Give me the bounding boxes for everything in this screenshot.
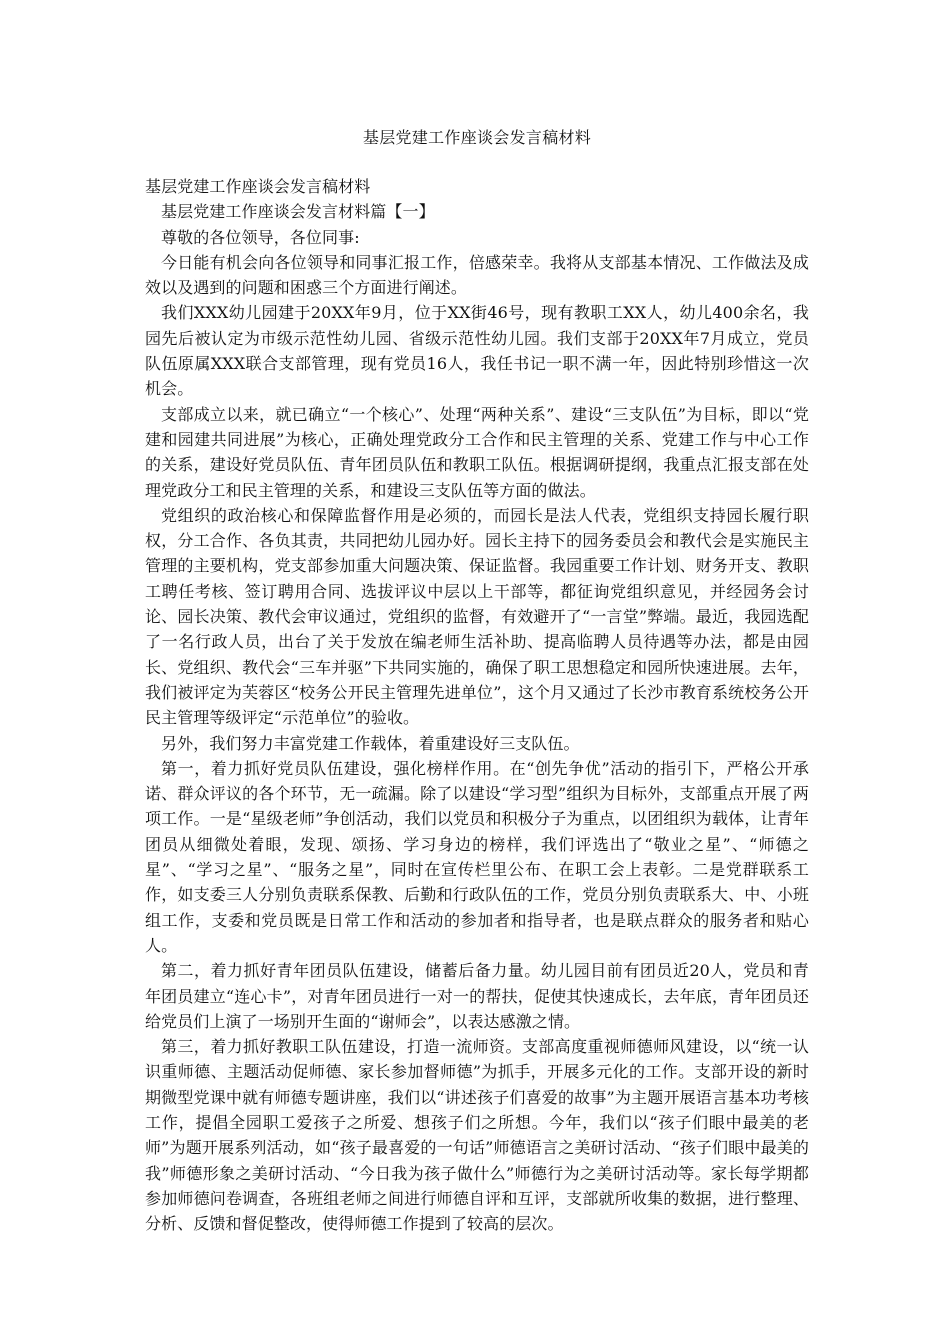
salutation: 尊敬的各位领导，各位同事: [161,227,360,247]
paragraph: 第一，着力抓好党员队伍建设，强化榜样作用。在“创先争优”活动的指引下，严格公开承诺、群众评议的各个环节，无一疏漏。除了以建设“学习型”组织为目标外，支部重点开展了两项工作。一是“星级老师”争创活动，我们以党员和积极分子为重点，以团组织为载体，让青年团员从细微处着眼，发现、颂扬、学习身边的榜样，我们评选出了“敬业之星”、“师德之星”、“学习之星”、“服务之星”，同时在宣传栏里公布、在职工会上表彰。二是党群联系工作，如支委三人分别负责联系保教、后勤和行政队伍的工作，党员分别负责联系大、中、小班组工作，支委和党员既是日常工作和活动的参加者和指导者，也是联点群众的服务者和贴心人。 [145,758,809,955]
document-title: 基层党建工作座谈会发言稿材料 [362,128,592,147]
section-heading: 基层党建工作座谈会发言材料篇【一】 [161,202,435,222]
paragraph: 党组织的政治核心和保障监督作用是必须的，而园长是法人代表，党组织支持园长履行职权，分工合作、各负其责，共同把幼儿园办好。园长主持下的园务委员会和教代会是实施民主管理的主要机构，党支部参加重大问题决策、保证监督。我园重要工作计划、财务开支、教职工聘任考核、签订聘用合同、选拔评议中层以上干部等，都征询党组织意见，并经园务会讨论、园长决策、教代会审议通过，党组织的监督，有效避开了“一言堂”弊端。最近，我园选配了一名行政人员，出台了关于发放在编老师生活补助、提高临聘人员待遇等办法，都是由园长、党组织、教代会“三车并驱”下共同实施的，确保了职工思想稳定和园所快速进展。去年，我们被评定为芙蓉区“校务公开民主管理先进单位”，这个月又通过了长沙市教育系统校务公开民主管理等级评定“示范单位”的验收。 [145,505,809,728]
paragraph: 我们XXX幼儿园建于20XX年9月，位于XX街46号，现有教职工XX人，幼儿400余名，我园先后被认定为市级示范性幼儿园、省级示范性幼儿园。我们支部于20XX年7月成立，党员队伍原属XXX联合支部管理，现有党员16人，我任书记一职不满一年，因此特别珍惜这一次机会。 [145,303,809,399]
paragraph: 第三，着力抓好教职工队伍建设，打造一流师资。支部高度重视师德师风建设，以“统一认识重师德、主题活动促师德、家长参加督师德”为抓手，开展多元化的工作。支部开设的新时期微型党课中就有师德专题讲座，我们以“讲述孩子们喜爱的故事”为主题开展语言基本功考核工作，提倡全园职工爱孩子之所爱、想孩子们之所想。今年，我们以“孩子们眼中最美的老师”为题开展系列活动，如“孩子最喜爱的一句话”师德语言之美研讨活动、“孩子们眼中最美的我”师德形象之美研讨活动、“今日我为孩子做什么”师德行为之美研讨活动等。家长每学期都参加师德问卷调查，各班组老师之间进行师德自评和互评，支部就所收集的数据，进行整理、分析、反馈和督促整改，使得师德工作提到了较高的层次。 [145,1037,809,1234]
paragraph: 支部成立以来，就已确立“一个核心”、处理“两种关系”、建设“三支队伍”为目标，即以“党建和园建共同进展”为核心，正确处理党政分工合作和民主管理的关系、党建工作与中心工作的关系，建设好党员队伍、青年团员队伍和教职工队伍。根据调研提纲，我重点汇报支部在处理党政分工和民主管理的关系，和建设三支队伍等方面的做法。 [145,404,809,500]
paragraph: 第二，着力抓好青年团员队伍建设，储蓄后备力量。幼儿园目前有团员近20人，党员和青年团员建立“连心卡”，对青年团员进行一对一的帮扶，促使其快速成长，去年底，青年团员还给党员们上演了一场别开生面的“谢师会”，以表达感激之情。 [145,961,809,1031]
paragraph: 今日能有机会向各位领导和同事汇报工作，倍感荣幸。我将从支部基本情况、工作做法及成效以及遇到的问题和困惑三个方面进行阐述。 [145,252,809,298]
paragraph: 基层党建工作座谈会发言稿材料 [145,177,371,196]
document-body [145,174,809,1236]
paragraph: 另外，我们努力丰富党建工作载体，着重建设好三支队伍。 [161,733,580,753]
